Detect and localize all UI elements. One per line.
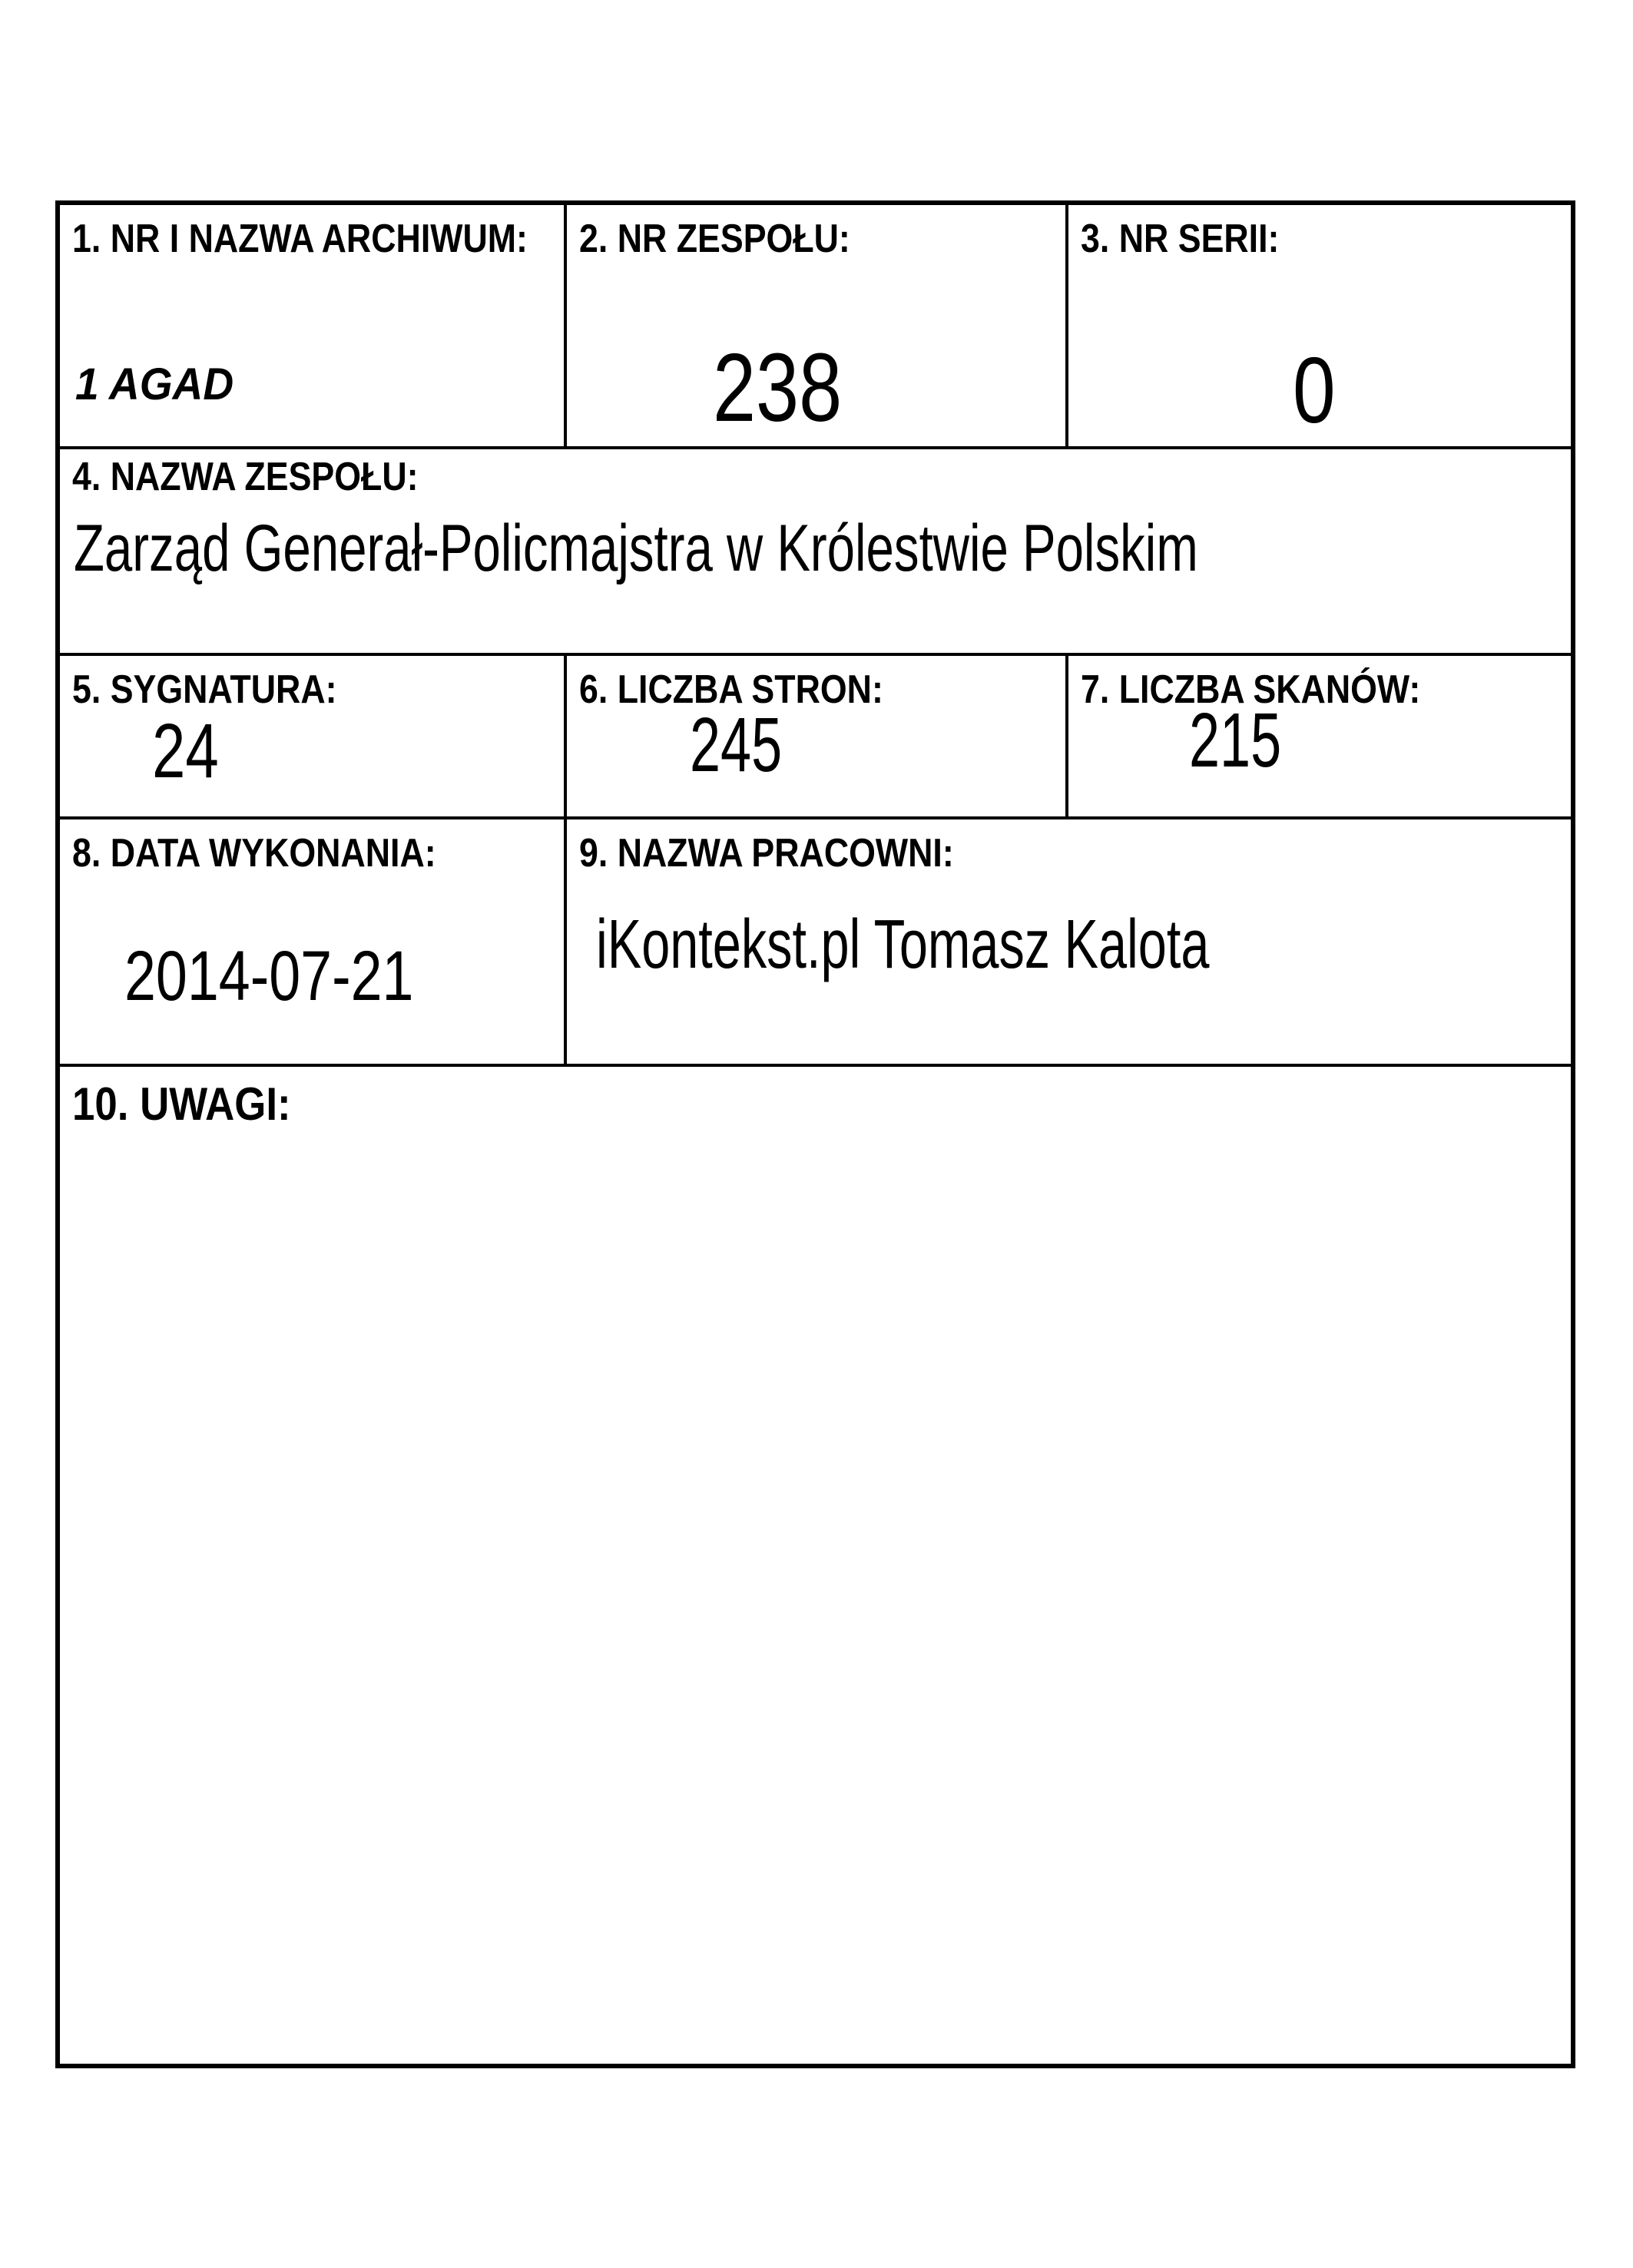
field-nazwa-pracowni-value: iKontekst.pl Tomasz Kalota bbox=[596, 906, 1210, 983]
field-nr-serii-value: 0 bbox=[1293, 338, 1336, 442]
field-nr-serii-label: 3. NR SERII: bbox=[1081, 217, 1280, 261]
field-nr-i-nazwa-archiwum bbox=[60, 205, 567, 449]
field-liczba-stron-value: 245 bbox=[690, 702, 783, 788]
field-nr-serii bbox=[1068, 205, 1571, 449]
field-data-wykonania-value: 2014-07-21 bbox=[124, 937, 414, 1015]
field-sygnatura bbox=[60, 656, 567, 819]
field-nr-i-nazwa-archiwum-value: 1 AGAD bbox=[75, 359, 234, 409]
field-liczba-skanow bbox=[1068, 656, 1571, 819]
field-uwagi bbox=[60, 1067, 1571, 2064]
field-nr-zespolu-value: 238 bbox=[713, 333, 843, 442]
field-liczba-skanow-label: 7. LICZBA SKANÓW: bbox=[1081, 667, 1421, 712]
field-nr-zespolu-label: 2. NR ZESPOŁU: bbox=[579, 217, 850, 261]
field-nazwa-pracowni bbox=[567, 819, 1571, 1067]
field-uwagi-label: 10. UWAGI: bbox=[72, 1078, 291, 1130]
field-nazwa-zespolu bbox=[60, 449, 1571, 656]
field-nazwa-pracowni-label: 9. NAZWA PRACOWNI: bbox=[579, 831, 954, 876]
field-sygnatura-value: 24 bbox=[152, 708, 219, 794]
field-liczba-stron bbox=[567, 656, 1068, 819]
field-sygnatura-label: 5. SYGNATURA: bbox=[72, 667, 337, 712]
archive-metadata-form bbox=[55, 200, 1575, 2068]
field-nr-i-nazwa-archiwum-label: 1. NR I NAZWA ARCHIWUM: bbox=[72, 217, 528, 261]
field-liczba-skanow-value: 215 bbox=[1189, 697, 1282, 783]
field-nazwa-zespolu-value: Zarząd Generał-Policmajstra w Królestwie Polskim bbox=[74, 512, 1198, 585]
field-nazwa-zespolu-label: 4. NAZWA ZESPOŁU: bbox=[72, 455, 419, 499]
field-liczba-stron-label: 6. LICZBA STRON: bbox=[579, 667, 883, 712]
field-data-wykonania-label: 8. DATA WYKONANIA: bbox=[72, 831, 436, 876]
field-nr-zespolu bbox=[567, 205, 1068, 449]
field-data-wykonania bbox=[60, 819, 567, 1067]
